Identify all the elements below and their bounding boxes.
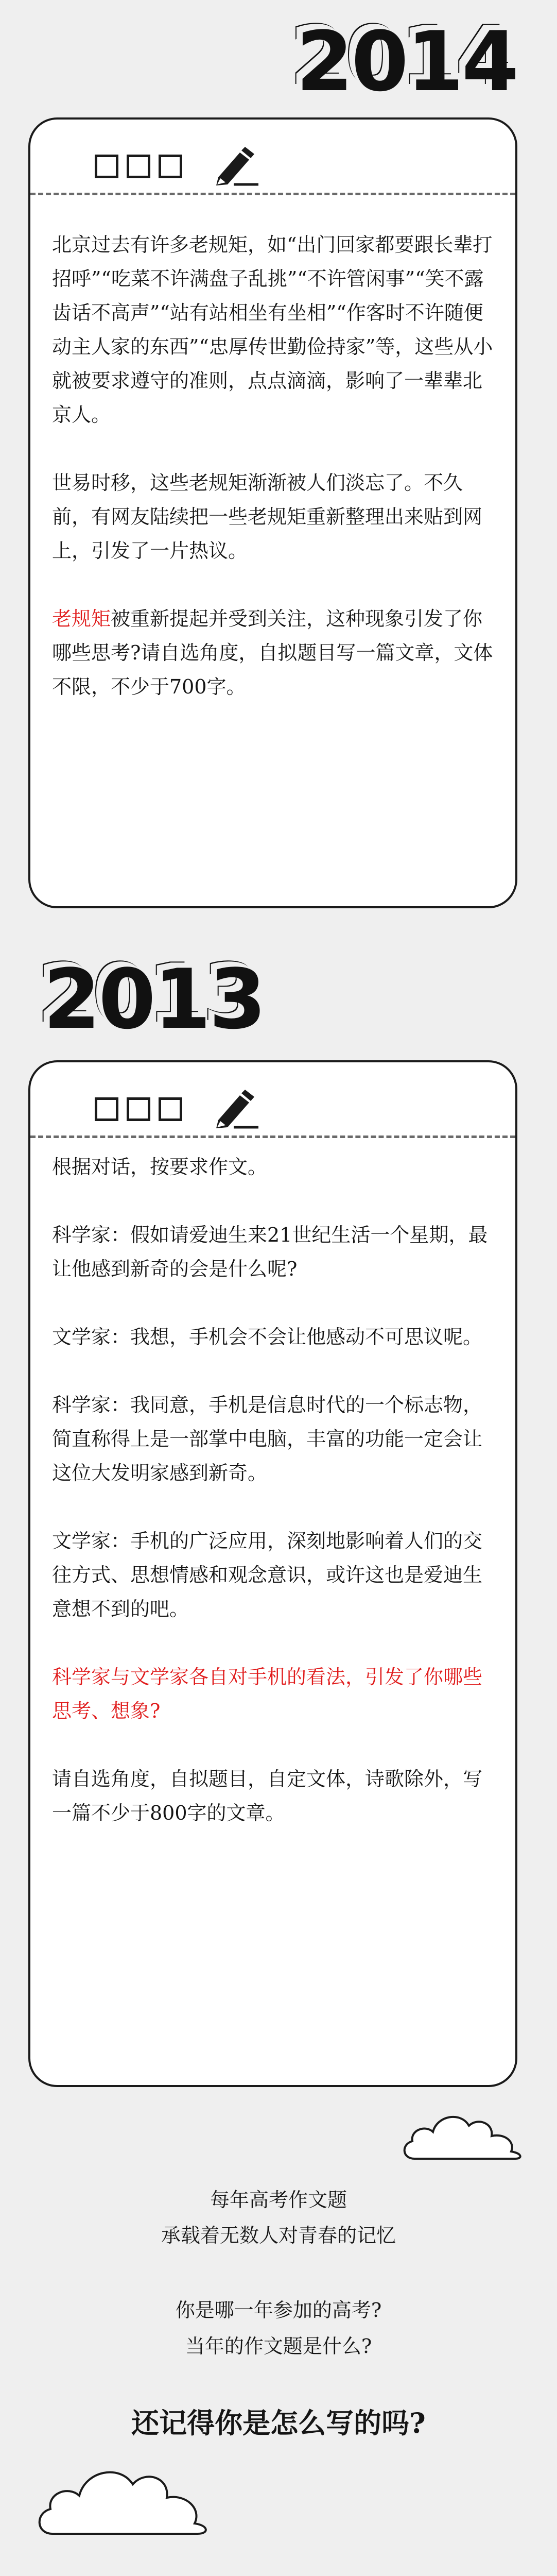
essay-prompt: 科学家与文学家各自对手机的看法，引发了你哪些思考、想象? [52,1666,483,1722]
paragraph: 世易时移，这些老规矩渐渐被人们淡忘了。不久前，有网友陆续把一些老规矩重新整理出来贴到网上，引发了一片热议。 [52,471,483,562]
card-header [30,120,515,187]
pencil-icon [213,145,259,187]
square-icon [95,155,118,178]
paragraph: 北京过去有许多老规矩，如“出门回家都要跟长辈打招呼”“吃菜不许满盘子乱挑”“不许管闲事”“笑不露齿话不高声”“站有站相坐有坐相”“作客时不许随便动主人家的东西”“忠厚传世勤俭持家”等，这些从小就被要求遵守的准则，点点滴滴，影响了一辈辈北京人。 [52,233,493,426]
essay-text-2013 [52,1150,495,1830]
dialogue-line: 文学家：我想，手机会不会让他感动不可思议呢。 [52,1326,483,1348]
paragraph: 根据对话，按要求作文。 [52,1156,268,1178]
essay-card-2013 [28,1060,517,2087]
dialogue-line: 科学家：我同意，手机是信息时代的一个标志物，简直称得上是一部掌中电脑，丰富的功能一定会让这位大发明家感到新奇。 [52,1394,483,1484]
card-header [30,1062,515,1129]
year-heading-2014: 2014 [296,13,517,110]
highlight-keyword: 老规矩 [52,607,111,630]
square-icon [159,1097,182,1121]
year-heading-2013: 2013 [43,951,265,1047]
dialogue-line: 科学家：假如请爱迪生来21世纪生活一个星期，最让他感到新奇的会是什么呢? [52,1224,488,1280]
essay-prompt [52,602,495,704]
footer-line: 承载着无数人对青春的记忆 [161,2224,396,2247]
cloud-icon [32,2452,217,2540]
square-icon [127,155,150,178]
footer-line: 你是哪一年参加的高考? [175,2299,382,2321]
closing-instruction: 请自选角度，自拟题目，自定文体，诗歌除外，写一篇不少于800字的文章。 [52,1768,483,1824]
essay-card-2014 [28,117,517,908]
essay-text-2014 [52,228,495,704]
pencil-icon [213,1088,259,1129]
cloud-icon [399,2107,528,2164]
footer-line: 每年高考作文题 [210,2189,347,2211]
dashed-divider [30,1136,515,1138]
closing-question: 还记得你是怎么写的吗? [131,2406,426,2439]
footer-line: 当年的作文题是什么? [185,2335,372,2358]
square-icon [95,1097,118,1121]
prompt-text: 被重新提起并受到关注，这种现象引发了你哪些思考?请自选角度，自拟题目写一篇文章，文体不限，不少于700字。 [52,607,493,698]
dialogue-line: 文学家：手机的广泛应用，深刻地影响着人们的交往方式、思想情感和观念意识，或许这也是爱迪生意想不到的吧。 [52,1530,483,1620]
square-icon [159,155,182,178]
dashed-divider [30,193,515,195]
square-icon [127,1097,150,1121]
